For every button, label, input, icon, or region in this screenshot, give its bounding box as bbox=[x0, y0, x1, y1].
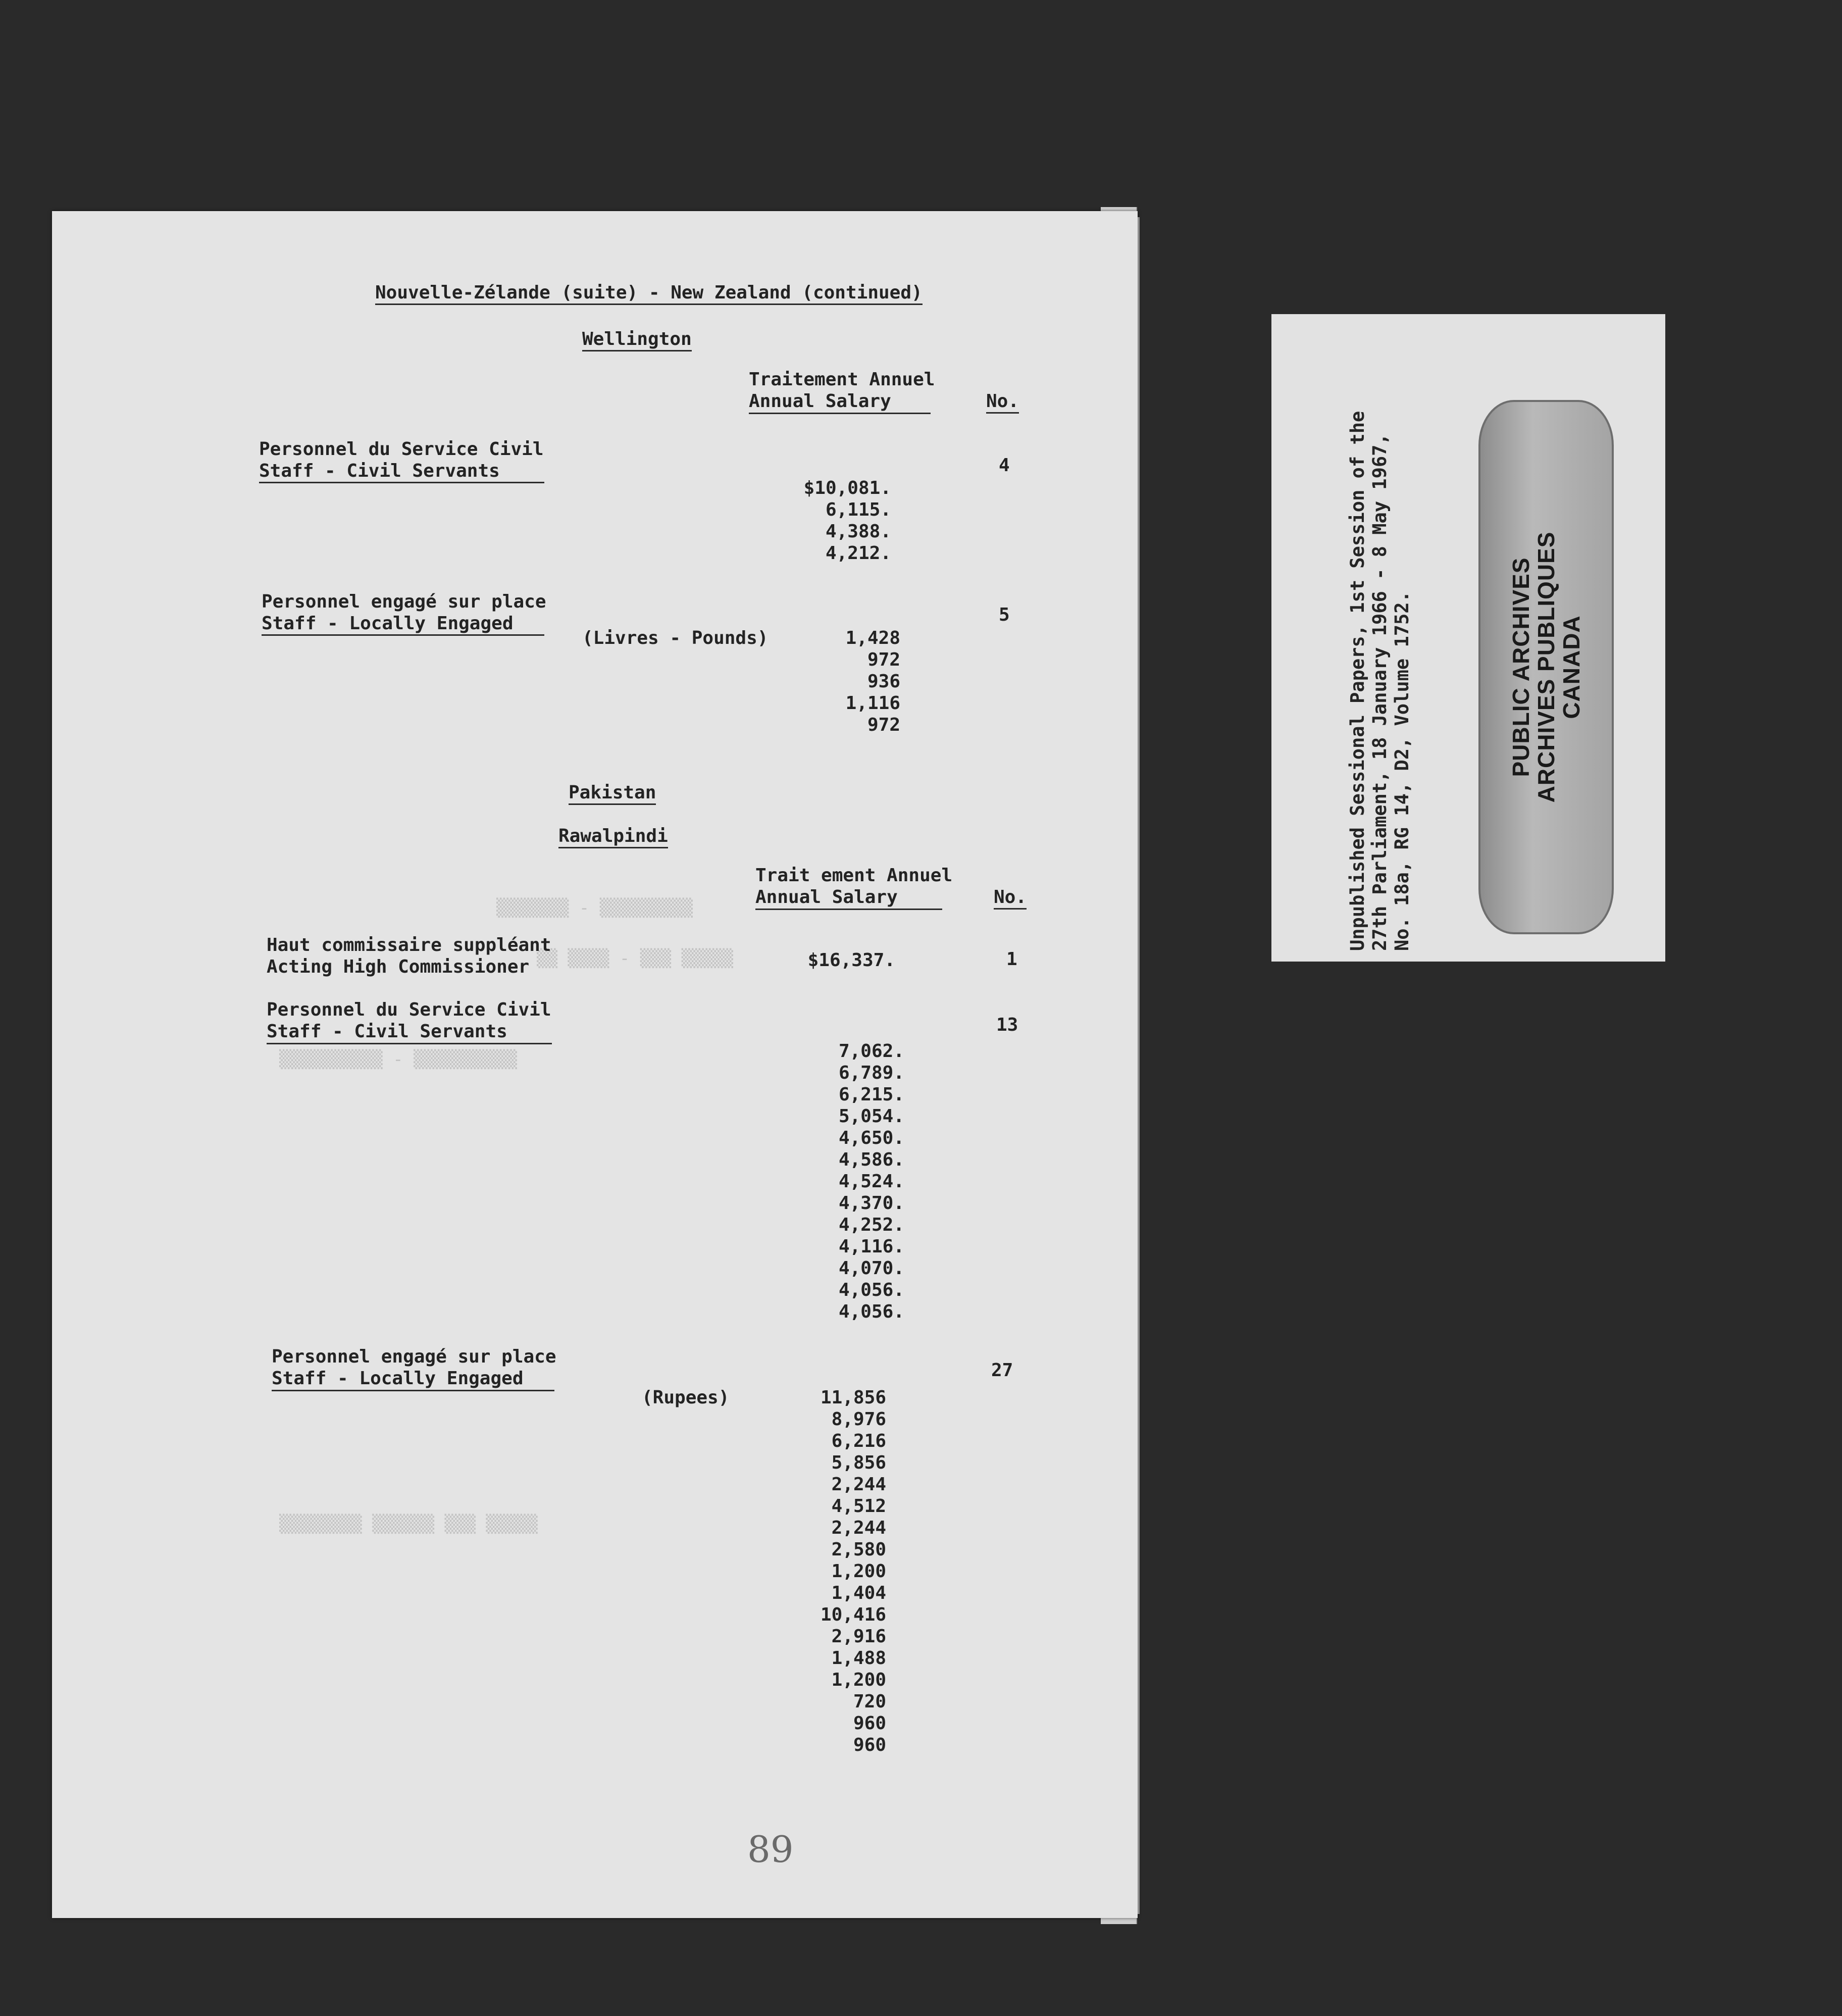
group-label-en: Staff - Locally Engaged bbox=[262, 613, 514, 634]
group-label-rule bbox=[262, 634, 544, 636]
salary-value: 4,252. bbox=[838, 1215, 904, 1235]
salary-value: 4,070. bbox=[838, 1258, 904, 1279]
salary-value: 7,062. bbox=[838, 1041, 904, 1062]
group-label-en: Staff - Civil Servants bbox=[267, 1021, 507, 1042]
salary-value: 1,200 bbox=[831, 1561, 886, 1582]
salary-value: 1,200 bbox=[831, 1670, 886, 1690]
city-heading-rawalpindi: Rawalpindi bbox=[558, 825, 668, 847]
salary-value: 2,916 bbox=[831, 1626, 886, 1647]
salary-list bbox=[808, 949, 895, 971]
salary-value: 960 bbox=[853, 1713, 886, 1734]
group-label-en: Acting High Commissioner bbox=[267, 956, 530, 977]
group-label-rule bbox=[267, 1043, 552, 1044]
document-page bbox=[52, 211, 1138, 1918]
bleed-through-text: ▒▒ ▒▒▒▒ - ▒▒▒ ▒▒▒▒▒ bbox=[537, 948, 733, 969]
country-heading-pakistan: Pakistan bbox=[569, 782, 656, 804]
salary-value: 4,056. bbox=[838, 1280, 904, 1300]
salary-value: 4,650. bbox=[838, 1128, 904, 1148]
group-label-en: Staff - Civil Servants bbox=[259, 461, 500, 481]
salary-value: 4,586. bbox=[838, 1149, 904, 1170]
salary-value: 5,054. bbox=[838, 1106, 904, 1127]
salary-value: 972 bbox=[867, 715, 900, 735]
group-count: 5 bbox=[999, 604, 1010, 625]
salary-value: 6,216 bbox=[831, 1431, 886, 1451]
salary-value: 6,215. bbox=[838, 1084, 904, 1105]
document-title: Nouvelle-Zélande (suite) - New Zealand (continued) bbox=[375, 282, 923, 304]
salary-list bbox=[804, 477, 891, 564]
salary-value: 4,524. bbox=[838, 1171, 904, 1192]
citation-line: Unpublished Sessional Papers, 1st Session of the bbox=[1347, 411, 1368, 951]
citation-line: No. 18a, RG 14, D2, Volume 1752. bbox=[1391, 591, 1413, 951]
salary-list bbox=[821, 1387, 886, 1756]
archive-stamp bbox=[1478, 400, 1614, 934]
group-label-en: Staff - Locally Engaged bbox=[272, 1368, 524, 1389]
salary-value: $10,081. bbox=[803, 478, 891, 498]
bleed-through-text: ▒▒▒▒▒▒▒▒▒▒ - ▒▒▒▒▒▒▒▒▒▒ bbox=[279, 1049, 517, 1070]
stamp-line: CANADA bbox=[1558, 615, 1584, 719]
salary-value: 2,580 bbox=[831, 1539, 886, 1560]
salary-value: 4,212. bbox=[825, 543, 891, 564]
archive-citation bbox=[1347, 325, 1413, 951]
group-label-fr: Personnel du Service Civil bbox=[267, 999, 551, 1020]
group-count: 27 bbox=[991, 1360, 1013, 1381]
group-count: 13 bbox=[996, 1015, 1018, 1035]
archive-reference-card bbox=[1271, 314, 1665, 962]
salary-value: 4,388. bbox=[825, 521, 891, 542]
salary-list bbox=[839, 1040, 904, 1323]
group-count: 4 bbox=[999, 455, 1010, 476]
group-label-rule bbox=[272, 1390, 554, 1391]
salary-header-fr: Traitement Annuel bbox=[749, 369, 935, 390]
salary-value: 11,856 bbox=[820, 1387, 886, 1408]
salary-value: 1,488 bbox=[831, 1648, 886, 1669]
stamp-line: ARCHIVES PUBLIQUES bbox=[1533, 531, 1559, 803]
salary-value: 1,116 bbox=[845, 693, 900, 714]
city-heading-wellington: Wellington bbox=[582, 328, 692, 350]
salary-value: 5,856 bbox=[831, 1452, 886, 1473]
salary-value: 4,056. bbox=[838, 1301, 904, 1322]
salary-value: 4,370. bbox=[838, 1193, 904, 1214]
bleed-through-text: ▒▒▒▒▒▒▒▒ ▒▒▒▒▒▒ ▒▒▒ ▒▒▒▒▒ bbox=[279, 1514, 538, 1534]
group-label-fr: Personnel du Service Civil bbox=[259, 439, 544, 460]
salary-value: 4,116. bbox=[838, 1236, 904, 1257]
salary-header-en: Annual Salary bbox=[749, 391, 891, 412]
citation-line: 27th Parliament, 18 January 1966 - 8 May 1967, bbox=[1369, 433, 1391, 951]
group-label-fr: Haut commissaire suppléant bbox=[267, 935, 551, 955]
group-label-rule bbox=[259, 482, 544, 483]
count-header: No. bbox=[986, 390, 1019, 413]
group-label-fr: Personnel engagé sur place bbox=[272, 1346, 556, 1367]
page-number: 89 bbox=[747, 1828, 794, 1871]
salary-value: 936 bbox=[867, 671, 900, 692]
salary-value: 2,244 bbox=[831, 1518, 886, 1538]
stamp-line: PUBLIC ARCHIVES bbox=[1508, 557, 1534, 777]
salary-value: 972 bbox=[867, 649, 900, 670]
salary-value: 4,512 bbox=[831, 1496, 886, 1517]
salary-value: 8,976 bbox=[831, 1409, 886, 1430]
stamp-text bbox=[1508, 532, 1584, 803]
group-count: 1 bbox=[1006, 949, 1017, 970]
salary-value: 1,404 bbox=[831, 1583, 886, 1603]
salary-header-rule bbox=[755, 909, 942, 910]
count-header: No. bbox=[994, 886, 1027, 909]
salary-value: 960 bbox=[853, 1735, 886, 1755]
salary-value: 10,416 bbox=[820, 1604, 886, 1625]
salary-list bbox=[846, 627, 900, 736]
salary-value: 720 bbox=[853, 1691, 886, 1712]
salary-header-fr: Trait ement Annuel bbox=[755, 865, 953, 886]
currency-note: (Rupees) bbox=[642, 1387, 730, 1408]
bleed-through-text: ▒▒▒▒▒▒▒ - ▒▒▒▒▒▒▒▒▒ bbox=[496, 898, 693, 918]
salary-value: 6,115. bbox=[825, 499, 891, 520]
currency-note: (Livres - Pounds) bbox=[582, 628, 769, 648]
salary-value: 2,244 bbox=[831, 1474, 886, 1495]
salary-header-en: Annual Salary bbox=[755, 887, 898, 908]
group-label-fr: Personnel engagé sur place bbox=[262, 591, 546, 612]
salary-value: $16,337. bbox=[807, 950, 895, 971]
salary-header-rule bbox=[749, 413, 931, 414]
salary-value: 1,428 bbox=[845, 628, 900, 648]
salary-value: 6,789. bbox=[838, 1063, 904, 1083]
